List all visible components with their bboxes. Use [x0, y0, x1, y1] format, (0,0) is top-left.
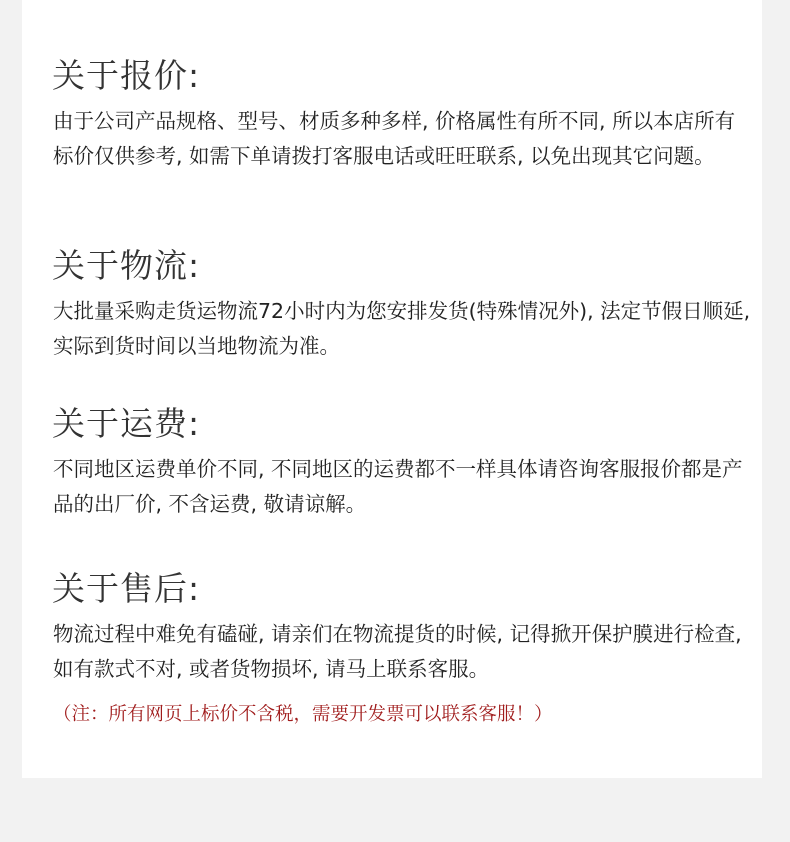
- pricing-heading: 关于报价:: [52, 56, 201, 95]
- after-sales-heading: 关于售后:: [52, 569, 201, 608]
- tax-note: （注：所有网页上标价不含税，需要开发票可以联系客服！）: [53, 704, 553, 725]
- logistics-heading: 关于物流:: [52, 246, 201, 285]
- shipping-fee-text: 不同地区运费单价不同, 不同地区的运费都不一样具体请咨询客服报价都是产品的出厂价, 不含运费, 敬请谅解。: [53, 457, 743, 516]
- shipping-fee-heading: 关于运费:: [52, 404, 201, 443]
- pricing-text: 由于公司产品规格、型号、材质多种多样, 价格属性有所不同, 所以本店所有标价仅供参考, 如需下单请拨打客服电话或旺旺联系, 以免出现其它问题。: [53, 109, 736, 168]
- notice-card: [22, 0, 762, 778]
- logistics-text: 大批量采购走货运物流72小时内为您安排发货(特殊情况外), 法定节假日顺延, 实际到货时间以当地物流为准。: [53, 299, 751, 358]
- after-sales-text: 物流过程中难免有磕碰, 请亲们在物流提货的时候, 记得掀开保护膜进行检查, 如有款式不对, 或者货物损坏, 请马上联系客服。: [53, 622, 742, 681]
